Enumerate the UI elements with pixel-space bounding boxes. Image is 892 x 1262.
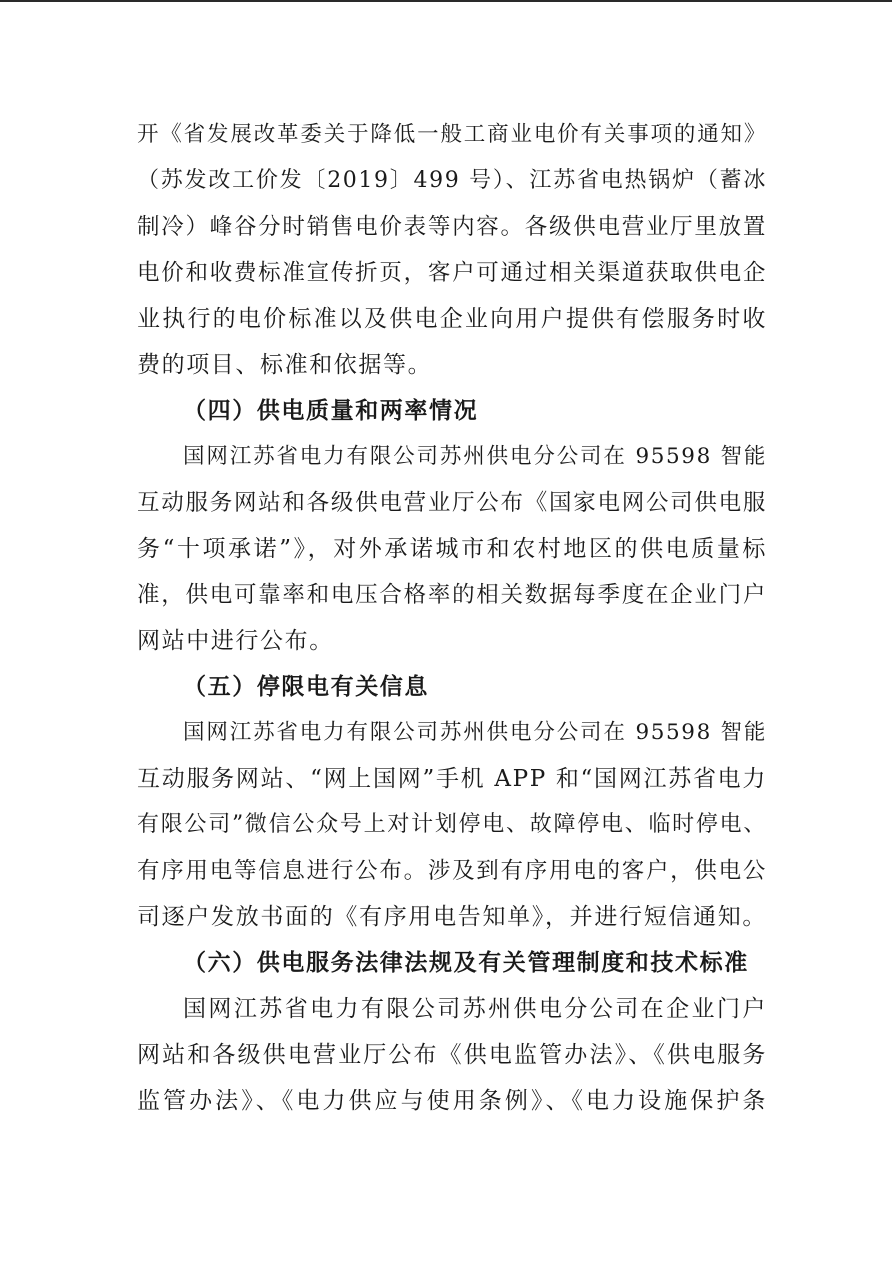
paragraph-line: 国网江苏省电力有限公司苏州供电分公司在 95598 智能 — [183, 444, 767, 469]
section-heading-6: （六）供电服务法律法规及有关管理制度和技术标准 — [183, 950, 749, 976]
paragraph-line: 有序用电等信息进行公布。涉及到有序用电的客户，供电公 — [137, 858, 767, 884]
paragraph-section-4 — [137, 434, 767, 664]
section-heading-4: （四）供电质量和两率情况 — [183, 398, 479, 424]
paragraph-line: 网站中进行公布。 — [137, 628, 334, 654]
paragraph-line: 监管办法》、《电力供应与使用条例》、《电力设施保护条 — [137, 1088, 767, 1114]
paragraph-line: 开《省发展改革委关于降低一般工商业电价有关事项的通知》 — [137, 122, 767, 147]
paragraph-line: 互动服务网站和各级供电营业厅公布《国家电网公司供电服 — [137, 490, 767, 516]
paragraph-line: 国网江苏省电力有限公司苏州供电分公司在 95598 智能 — [183, 720, 767, 745]
paragraph-line: 业执行的电价标准以及供电企业向用户提供有偿服务时收 — [137, 306, 767, 332]
paragraph-line: 有限公司”微信公众号上对计划停电、故障停电、临时停电、 — [137, 812, 767, 837]
paragraph-section-5 — [137, 710, 767, 940]
paragraph-line: 国网江苏省电力有限公司苏州供电分公司在企业门户 — [183, 996, 767, 1022]
section-heading-5: （五）停限电有关信息 — [183, 674, 429, 700]
paragraph-line: 制冷）峰谷分时销售电价表等内容。各级供电营业厅里放置 — [137, 214, 767, 240]
paragraph-line: 网站和各级供电营业厅公布《供电监管办法》、《供电服务 — [137, 1042, 767, 1068]
paragraph-line: 司逐户发放书面的《有序用电告知单》，并进行短信通知。 — [137, 904, 767, 930]
paragraph-line: 准，供电可靠率和电压合格率的相关数据每季度在企业门户 — [137, 582, 767, 608]
paragraph-section-6 — [137, 986, 767, 1124]
paragraph-line: 电价和收费标准宣传折页，客户可通过相关渠道获取供电企 — [137, 260, 767, 286]
paragraph-tariff-continuation — [137, 112, 767, 388]
paragraph-line: 互动服务网站、“网上国网”手机 APP 和“国网江苏省电力 — [137, 766, 767, 792]
paragraph-line: 务“十项承诺”》，对外承诺城市和农村地区的供电质量标 — [137, 536, 767, 562]
paragraph-line: （苏发改工价发〔2019〕499 号）、江苏省电热锅炉（蓄冰 — [137, 168, 767, 193]
top-border-rule — [0, 0, 892, 2]
document-body — [137, 112, 767, 1124]
paragraph-line: 费的项目、标准和依据等。 — [137, 352, 433, 378]
